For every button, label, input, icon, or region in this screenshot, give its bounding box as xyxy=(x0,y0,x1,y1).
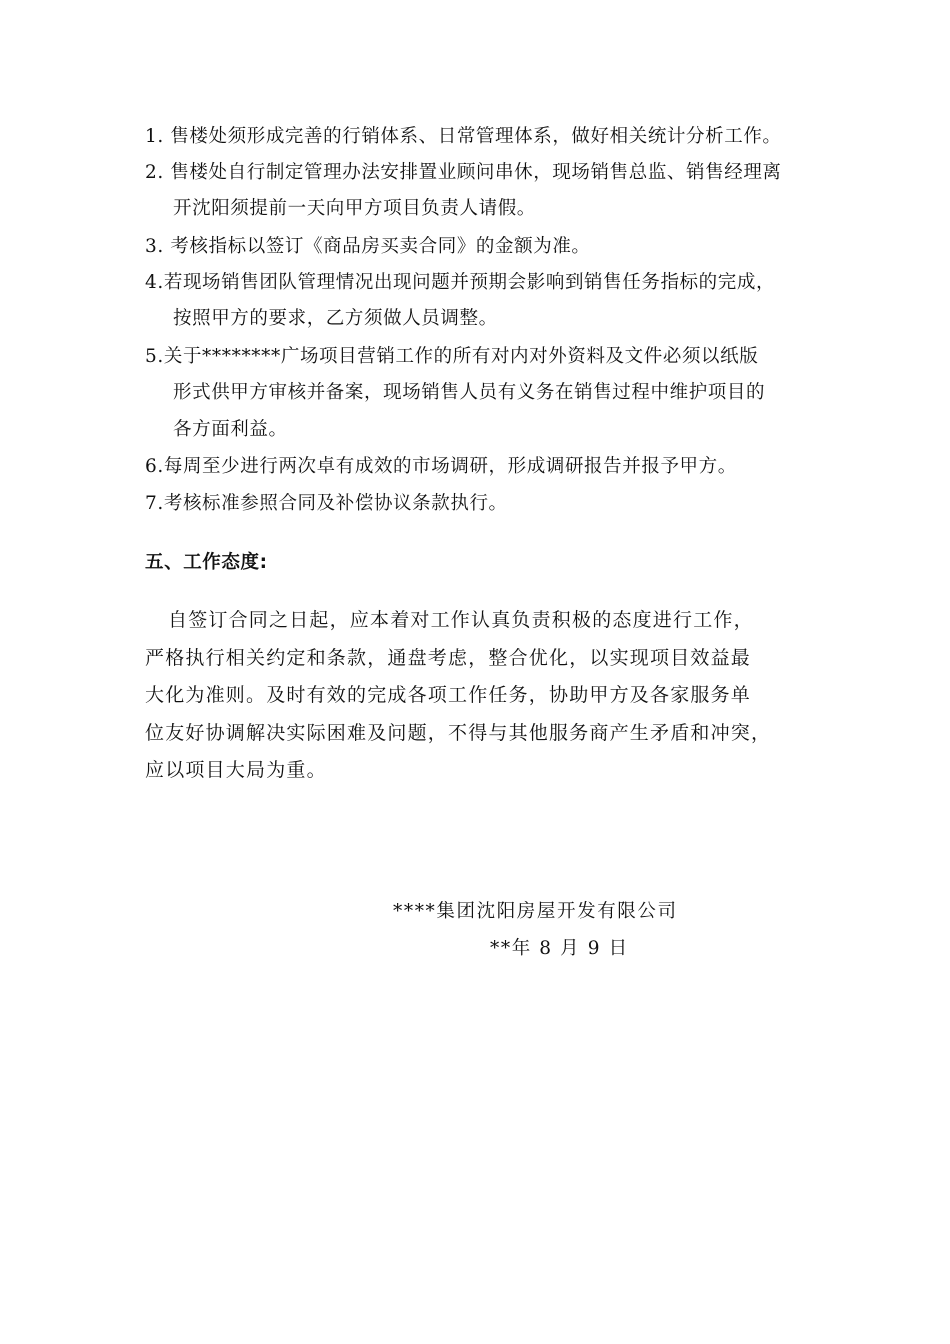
list-item-5-continued-2: 各方面利益。 xyxy=(173,419,288,440)
list-item-4: 4.若现场销售团队管理情况出现问题并预期会影响到销售任务指标的完成， xyxy=(145,272,776,293)
list-item-3: 3. 考核指标以签订《商品房买卖合同》的金额为准。 xyxy=(145,236,591,257)
list-item-4-continued: 按照甲方的要求，乙方须做人员调整。 xyxy=(173,308,498,329)
paragraph-line-5: 应以项目大局为重。 xyxy=(145,759,327,781)
list-item-1: 1. 售楼处须形成完善的行销体系、日常管理体系，做好相关统计分析工作。 xyxy=(145,126,782,147)
paragraph-line-4: 位友好协调解决实际困难及问题，不得与其他服务商产生矛盾和冲突， xyxy=(145,722,772,744)
list-item-7: 7.考核标准参照合同及补偿协议条款执行。 xyxy=(145,493,508,514)
list-item-6: 6.每周至少进行两次卓有成效的市场调研，形成调研报告并报予甲方。 xyxy=(145,456,737,477)
list-item-2: 2. 售楼处自行制定管理办法安排置业顾问串休，现场销售总监、销售经理离 xyxy=(145,162,782,183)
paragraph-line-3: 大化为准则。及时有效的完成各项工作任务，协助甲方及各家服务单 xyxy=(145,684,752,706)
signature-date: **年 8 月 9 日 xyxy=(490,938,629,959)
signature-company: ****集团沈阳房屋开发有限公司 xyxy=(393,901,678,922)
list-item-5: 5.关于********广场项目营销工作的所有对内对外资料及文件必须以纸版 xyxy=(145,346,759,367)
list-item-2-continued: 开沈阳须提前一天向甲方项目负责人请假。 xyxy=(173,198,536,219)
list-item-5-continued: 形式供甲方审核并备案，现场销售人员有义务在销售过程中维护项目的 xyxy=(173,382,766,403)
paragraph-line-2: 严格执行相关约定和条款，通盘考虑，整合优化，以实现项目效益最 xyxy=(145,647,752,669)
paragraph-line-1: 自签订合同之日起，应本着对工作认真负责积极的态度进行工作， xyxy=(168,609,754,631)
section-heading: 五、工作态度: xyxy=(145,552,268,573)
